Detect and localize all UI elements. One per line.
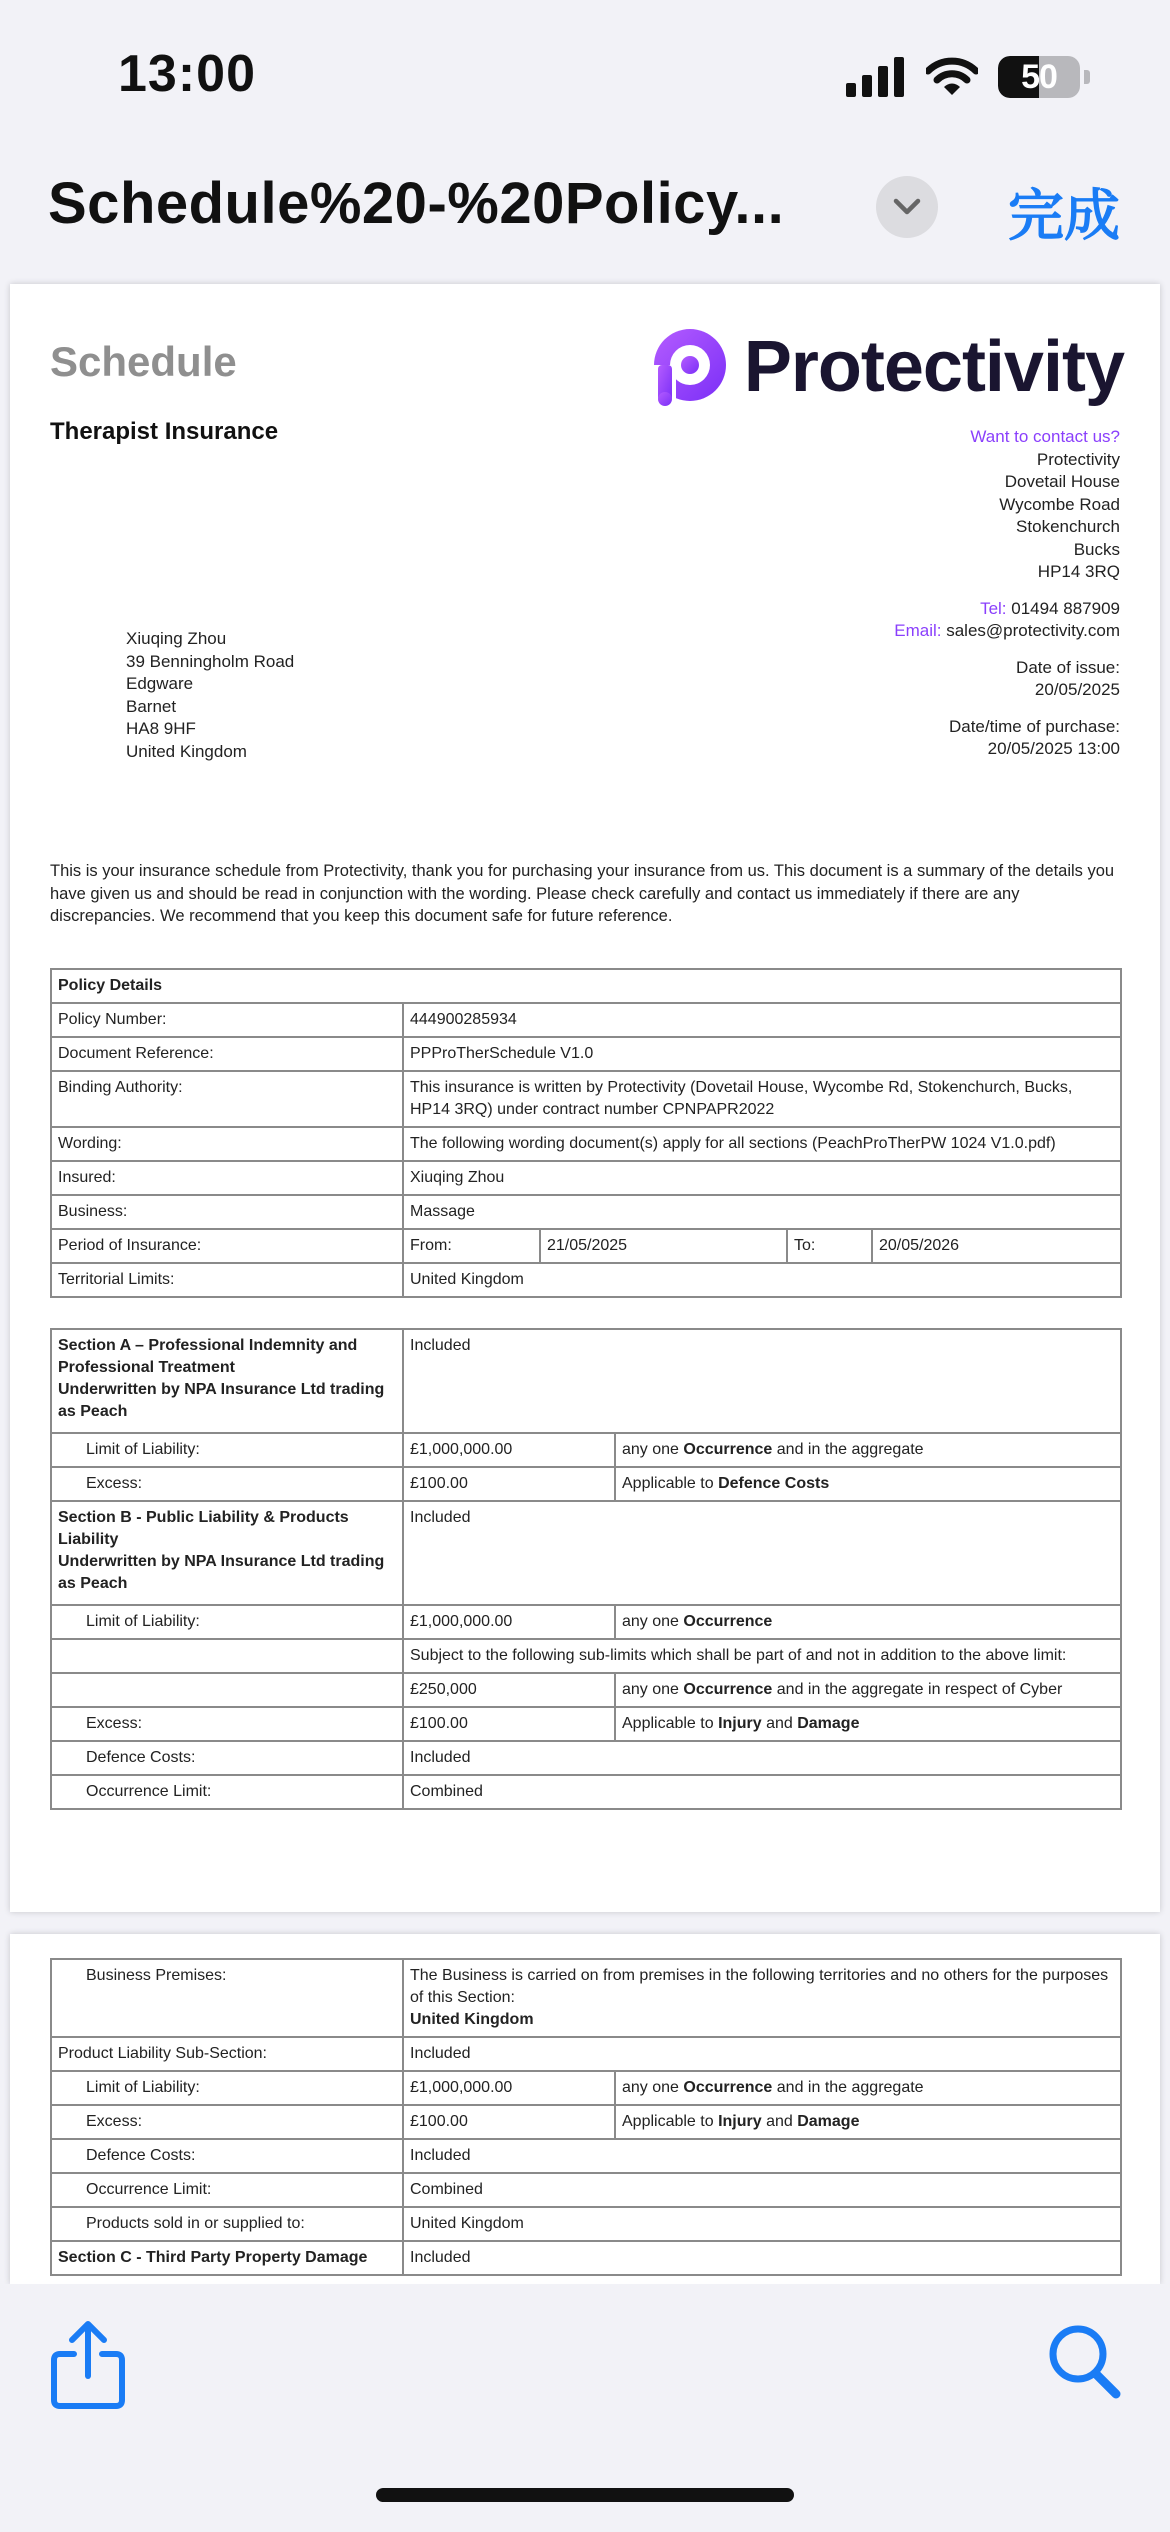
row-label: Excess: [51,1707,403,1741]
status-time: 13:00 [118,45,256,103]
section-a-excess-note: Applicable to Defence Costs [615,1467,1121,1501]
row-label: Occurrence Limit: [51,1775,403,1809]
product-excess: £100.00 [403,2105,615,2139]
company-address-line: HP14 3RQ [1037,562,1120,581]
row-label: Products sold in or supplied to: [51,2207,403,2241]
done-button[interactable]: 完成 [1008,184,1120,247]
email-line [894,620,1120,643]
customer-address-line: 39 Benningholm Road [126,651,295,671]
row-label: Defence Costs: [51,1741,403,1775]
product-liability-status: Included [403,2037,1121,2071]
share-icon [50,2320,126,2410]
empty-cell [51,1673,403,1707]
customer-address-line: Xiuqing Zhou [126,629,227,648]
table-row [51,1467,1121,1501]
tel-label: Tel: [980,598,1007,618]
chevron-down-icon [893,198,921,216]
table-row [51,1673,1121,1707]
section-c-title: Section C - Third Party Property Damage [51,2241,403,2275]
company-address-line: Stokenchurch [1016,517,1120,536]
customer-address-line: Edgware [126,674,194,693]
sections-table [50,1328,1122,1810]
territorial-limits: United Kingdom [403,1263,1121,1297]
period-from-date: 21/05/2025 [540,1229,787,1263]
purchase-datetime: 20/05/2025 13:00 [987,739,1120,758]
table-row [51,1037,1121,1071]
email-address[interactable]: sales@protectivity.com [946,621,1120,640]
company-address-line: Protectivity [1036,449,1120,469]
binding-authority: This insurance is written by Protectivity (Dovetail House, Wycombe Rd, Stokenchurch, Bucks, HP14 3RQ) under contract number CPNPAPR2022 [403,1071,1121,1127]
product-limit: £1,000,000.00 [403,2071,615,2105]
row-label: Territorial Limits: [51,1263,403,1297]
section-b-sublimit-note: any one Occurrence and in the aggregate in respect of Cyber [615,1673,1121,1707]
row-label: Binding Authority: [51,1071,403,1127]
logo-text: Protectivity [743,327,1124,407]
contact-block [894,426,1120,761]
table-row [51,1229,1121,1263]
document-page-2 [10,1934,1160,2284]
business-type: Massage [403,1195,1121,1229]
search-button[interactable] [1046,2322,1122,2402]
protectivity-logo [650,326,1124,408]
row-label: Document Reference: [51,1037,403,1071]
title-menu-button[interactable] [876,176,938,238]
share-button[interactable] [50,2320,126,2410]
section-a-title: Section A – Professional Indemnity and Professional Treatment Underwritten by NPA Insurance Ltd trading as Peach [51,1329,403,1433]
section-a-status: Included [403,1329,1121,1433]
products-sold-territory: United Kingdom [403,2207,1121,2241]
row-label: Limit of Liability: [51,1433,403,1467]
status-icons [846,56,1090,98]
table-row [51,2173,1121,2207]
table-row [51,2139,1121,2173]
bottom-toolbar [0,2284,1170,2532]
table-row [51,1003,1121,1037]
period-to-date: 20/05/2026 [872,1229,1121,1263]
row-label: Defence Costs: [51,2139,403,2173]
product-occurrence-limit: Combined [403,2173,1121,2207]
section-b-sublimit-text: Subject to the following sub-limits which shall be part of and not in addition to the above limit: [403,1639,1121,1673]
document-title[interactable]: Schedule%20-%20Policy... [48,171,785,236]
customer-address-line: United Kingdom [126,741,247,761]
table-row [51,969,1121,1003]
table-row [51,1639,1121,1673]
row-label: Limit of Liability: [51,1605,403,1639]
home-indicator [376,2488,794,2502]
row-label: Business Premises: [51,1959,403,2037]
purchase-label: Date/time of purchase: [948,716,1120,736]
section-b-limit: £1,000,000.00 [403,1605,615,1639]
row-label: Excess: [51,2105,403,2139]
policy-details-heading: Policy Details [51,969,1121,1003]
section-c-status: Included [403,2241,1121,2275]
table-row [51,1605,1121,1639]
section-b-sublimit: £250,000 [403,1673,615,1707]
page2-table [50,1958,1122,2276]
table-row [51,1263,1121,1297]
row-label: Business: [51,1195,403,1229]
email-label: Email: [894,621,942,640]
policy-details-table [50,968,1122,1298]
product-defence-costs: Included [403,2139,1121,2173]
cellular-signal-icon [846,57,906,97]
table-row [51,2071,1121,2105]
company-address-line: Wycombe Road [999,494,1120,514]
issue-date: 20/05/2025 [1034,680,1120,699]
table-row [51,2037,1121,2071]
table-row [51,1127,1121,1161]
row-label: Insured: [51,1161,403,1195]
table-row [51,2105,1121,2139]
row-label: Wording: [51,1127,403,1161]
intro-paragraph: This is your insurance schedule from Protectivity, thank you for purchasing your insurance from us. This document is a summary of the details you have given us and should be read in conjunction with the wording. Please check carefully and contact us immediately if there are any discrepancies. We recommend that you keep this document safe for future reference. [50,862,1115,925]
search-icon [1046,2322,1122,2402]
wording: The following wording document(s) apply for all sections (PeachProTherPW 1024 V1.0.pdf) [403,1127,1121,1161]
document-page-1 [10,284,1160,1912]
table-row [51,1329,1121,1433]
business-premises: The Business is carried on from premises in the following territories and no others for the purposes of this Section: United Kingdom [403,1959,1121,2037]
section-a-excess: £100.00 [403,1467,615,1501]
customer-address-line: Barnet [126,696,177,716]
period-from-label: From: [403,1229,540,1263]
section-b-excess-note: Applicable to Injury and Damage [615,1707,1121,1741]
wifi-icon [926,57,978,97]
period-to-label: To: [787,1229,872,1263]
row-label: Policy Number: [51,1003,403,1037]
protectivity-logo-icon [650,327,730,407]
empty-cell [51,1639,403,1673]
section-b-occurrence-limit: Combined [403,1775,1121,1809]
product-excess-note: Applicable to Injury and Damage [615,2105,1121,2139]
schedule-subtitle: Therapist Insurance [50,418,279,445]
phone-line [894,598,1120,621]
table-row [51,1707,1121,1741]
section-b-title: Section B - Public Liability & Products Liability Underwritten by NPA Insurance Ltd trading as Peach [51,1501,403,1605]
product-limit-note: any one Occurrence and in the aggregate [615,2071,1121,2105]
table-row [51,1195,1121,1229]
status-bar [0,0,1170,150]
table-row [51,1433,1121,1467]
section-b-limit-note: any one Occurrence [615,1605,1121,1639]
schedule-heading: Schedule [50,338,237,385]
row-label: Limit of Liability: [51,2071,403,2105]
row-label: Occurrence Limit: [51,2173,403,2207]
table-row [51,2241,1121,2275]
nav-bar [0,150,1170,280]
table-row [51,1161,1121,1195]
section-b-defence-costs: Included [403,1741,1121,1775]
row-label: Period of Insurance: [51,1229,403,1263]
company-address-line: Dovetail House [1004,472,1120,491]
insured-name: Xiuqing Zhou [403,1161,1121,1195]
table-row [51,1741,1121,1775]
customer-address [126,628,294,763]
issue-label: Date of issue: [1016,657,1120,677]
section-a-limit-note: any one Occurrence and in the aggregate [615,1433,1121,1467]
row-label: Excess: [51,1467,403,1501]
company-address-line: Bucks [1073,539,1120,559]
policy-number: 444900285934 [403,1003,1121,1037]
phone-number[interactable]: 01494 887909 [1011,598,1120,618]
section-a-limit: £1,000,000.00 [403,1433,615,1467]
battery-icon [998,56,1080,98]
table-row [51,1775,1121,1809]
section-b-status: Included [403,1501,1121,1605]
contact-prompt: Want to contact us? [970,427,1120,446]
row-label: Product Liability Sub-Section: [51,2037,403,2071]
table-row [51,2207,1121,2241]
table-row [51,1501,1121,1605]
section-b-excess: £100.00 [403,1707,615,1741]
battery-cap [1084,70,1090,84]
customer-address-line: HA8 9HF [126,719,196,738]
table-row [51,1959,1121,2037]
battery-level: 50 [1021,57,1057,96]
document-reference: PPProTherSchedule V1.0 [403,1037,1121,1071]
table-row [51,1071,1121,1127]
